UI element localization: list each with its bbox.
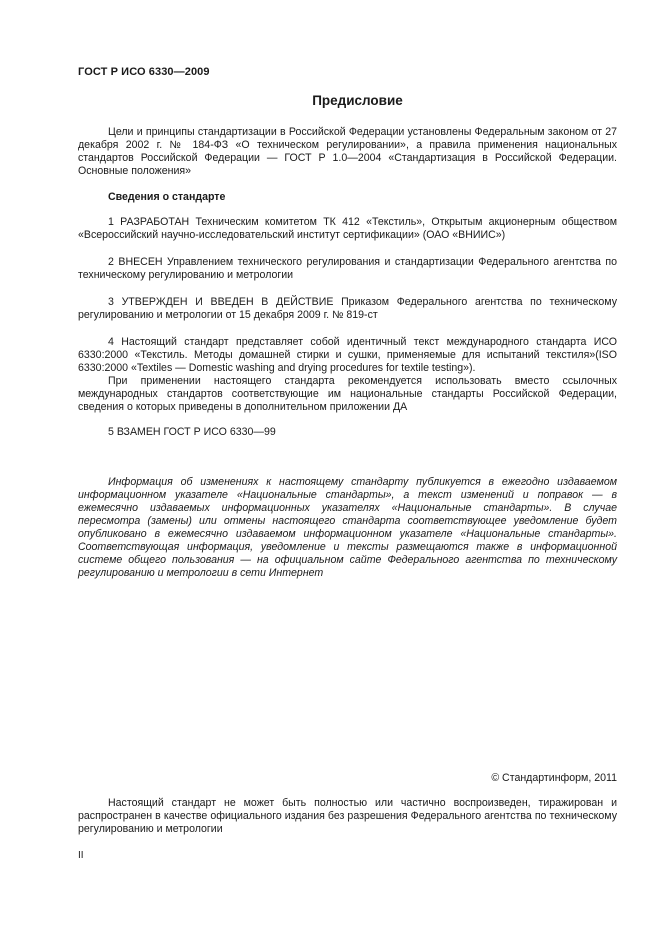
section-heading: Сведения о стандарте [108,191,226,203]
amendments-notice: Информация об изменениях к настоящему стандарту публикуется в ежегодно издаваемом информационном указателе «Национальные стандарты», а текст изменений и поправок — в ежемесячно издаваемых информационных указателях «Национальные стандарты». В случае пересмотра (замены) или отмены настоящего стандарта соответствующее уведомление будет опубликовано в ежемесячно издаваемом информационном указателе «Национальные стандарты». Соответствующая информация, уведомление и тексты размещаются также в информационной системе общего пользования — на официальном сайте Федерального агентства по техническому регулированию и метрологии в сети Интернет [78,476,617,579]
page-title: Предисловие [312,93,403,108]
list-item-1: 1 РАЗРАБОТАН Техническим комитетом ТК 412 «Текстиль», Открытым акционерным обществом «Всероссийский научно-исследовательский институт сертификации» (ОАО «ВНИИС») [78,216,617,241]
list-item-4: 4 Настоящий стандарт представляет собой идентичный текст международного стандарта ИСО 6330:2000 «Текстиль. Методы домашней стирки и сушки, применяемые для испытаний текстиля»(ISO 6330:2000 «Textiles — Domestic washing and drying procedures for textile testing»). [78,336,617,374]
page-number: II [78,850,84,861]
list-item-4-subparagraph: При применении настоящего стандарта рекомендуется использовать вместо ссылочных международных стандартов соответствующие им национальные стандарты Российской Федерации, сведения о которых приведены в дополнительном приложении ДА [78,375,617,413]
document-header: ГОСТ Р ИСО 6330—2009 [78,66,210,78]
list-item-5: 5 ВЗАМЕН ГОСТ Р ИСО 6330—99 [108,426,276,438]
intro-paragraph: Цели и принципы стандартизации в Российской Федерации установлены Федеральным законом от 27 декабря 2002 г. № 184-ФЗ «О техническом регулировании», а правила применения национальных стандартов Российской Федерации — ГОСТ Р 1.0—2004 «Стандартизация в Российской Федерации. Основные положения» [78,126,617,177]
list-item-3: 3 УТВЕРЖДЕН И ВВЕДЕН В ДЕЙСТВИЕ Приказом Федерального агентства по техническому регулированию и метрологии от 15 декабря 2009 г. № 819-ст [78,296,617,321]
list-item-2: 2 ВНЕСЕН Управлением технического регулирования и стандартизации Федерального агентства по техническому регулированию и метрологии [78,256,617,281]
copyright-notice: © Стандартинформ, 2011 [491,772,617,784]
reproduction-notice: Настоящий стандарт не может быть полностью или частично воспроизведен, тиражирован и распространен в качестве официального издания без разрешения Федерального агентства по техническому регулированию и метрологии [78,797,617,835]
